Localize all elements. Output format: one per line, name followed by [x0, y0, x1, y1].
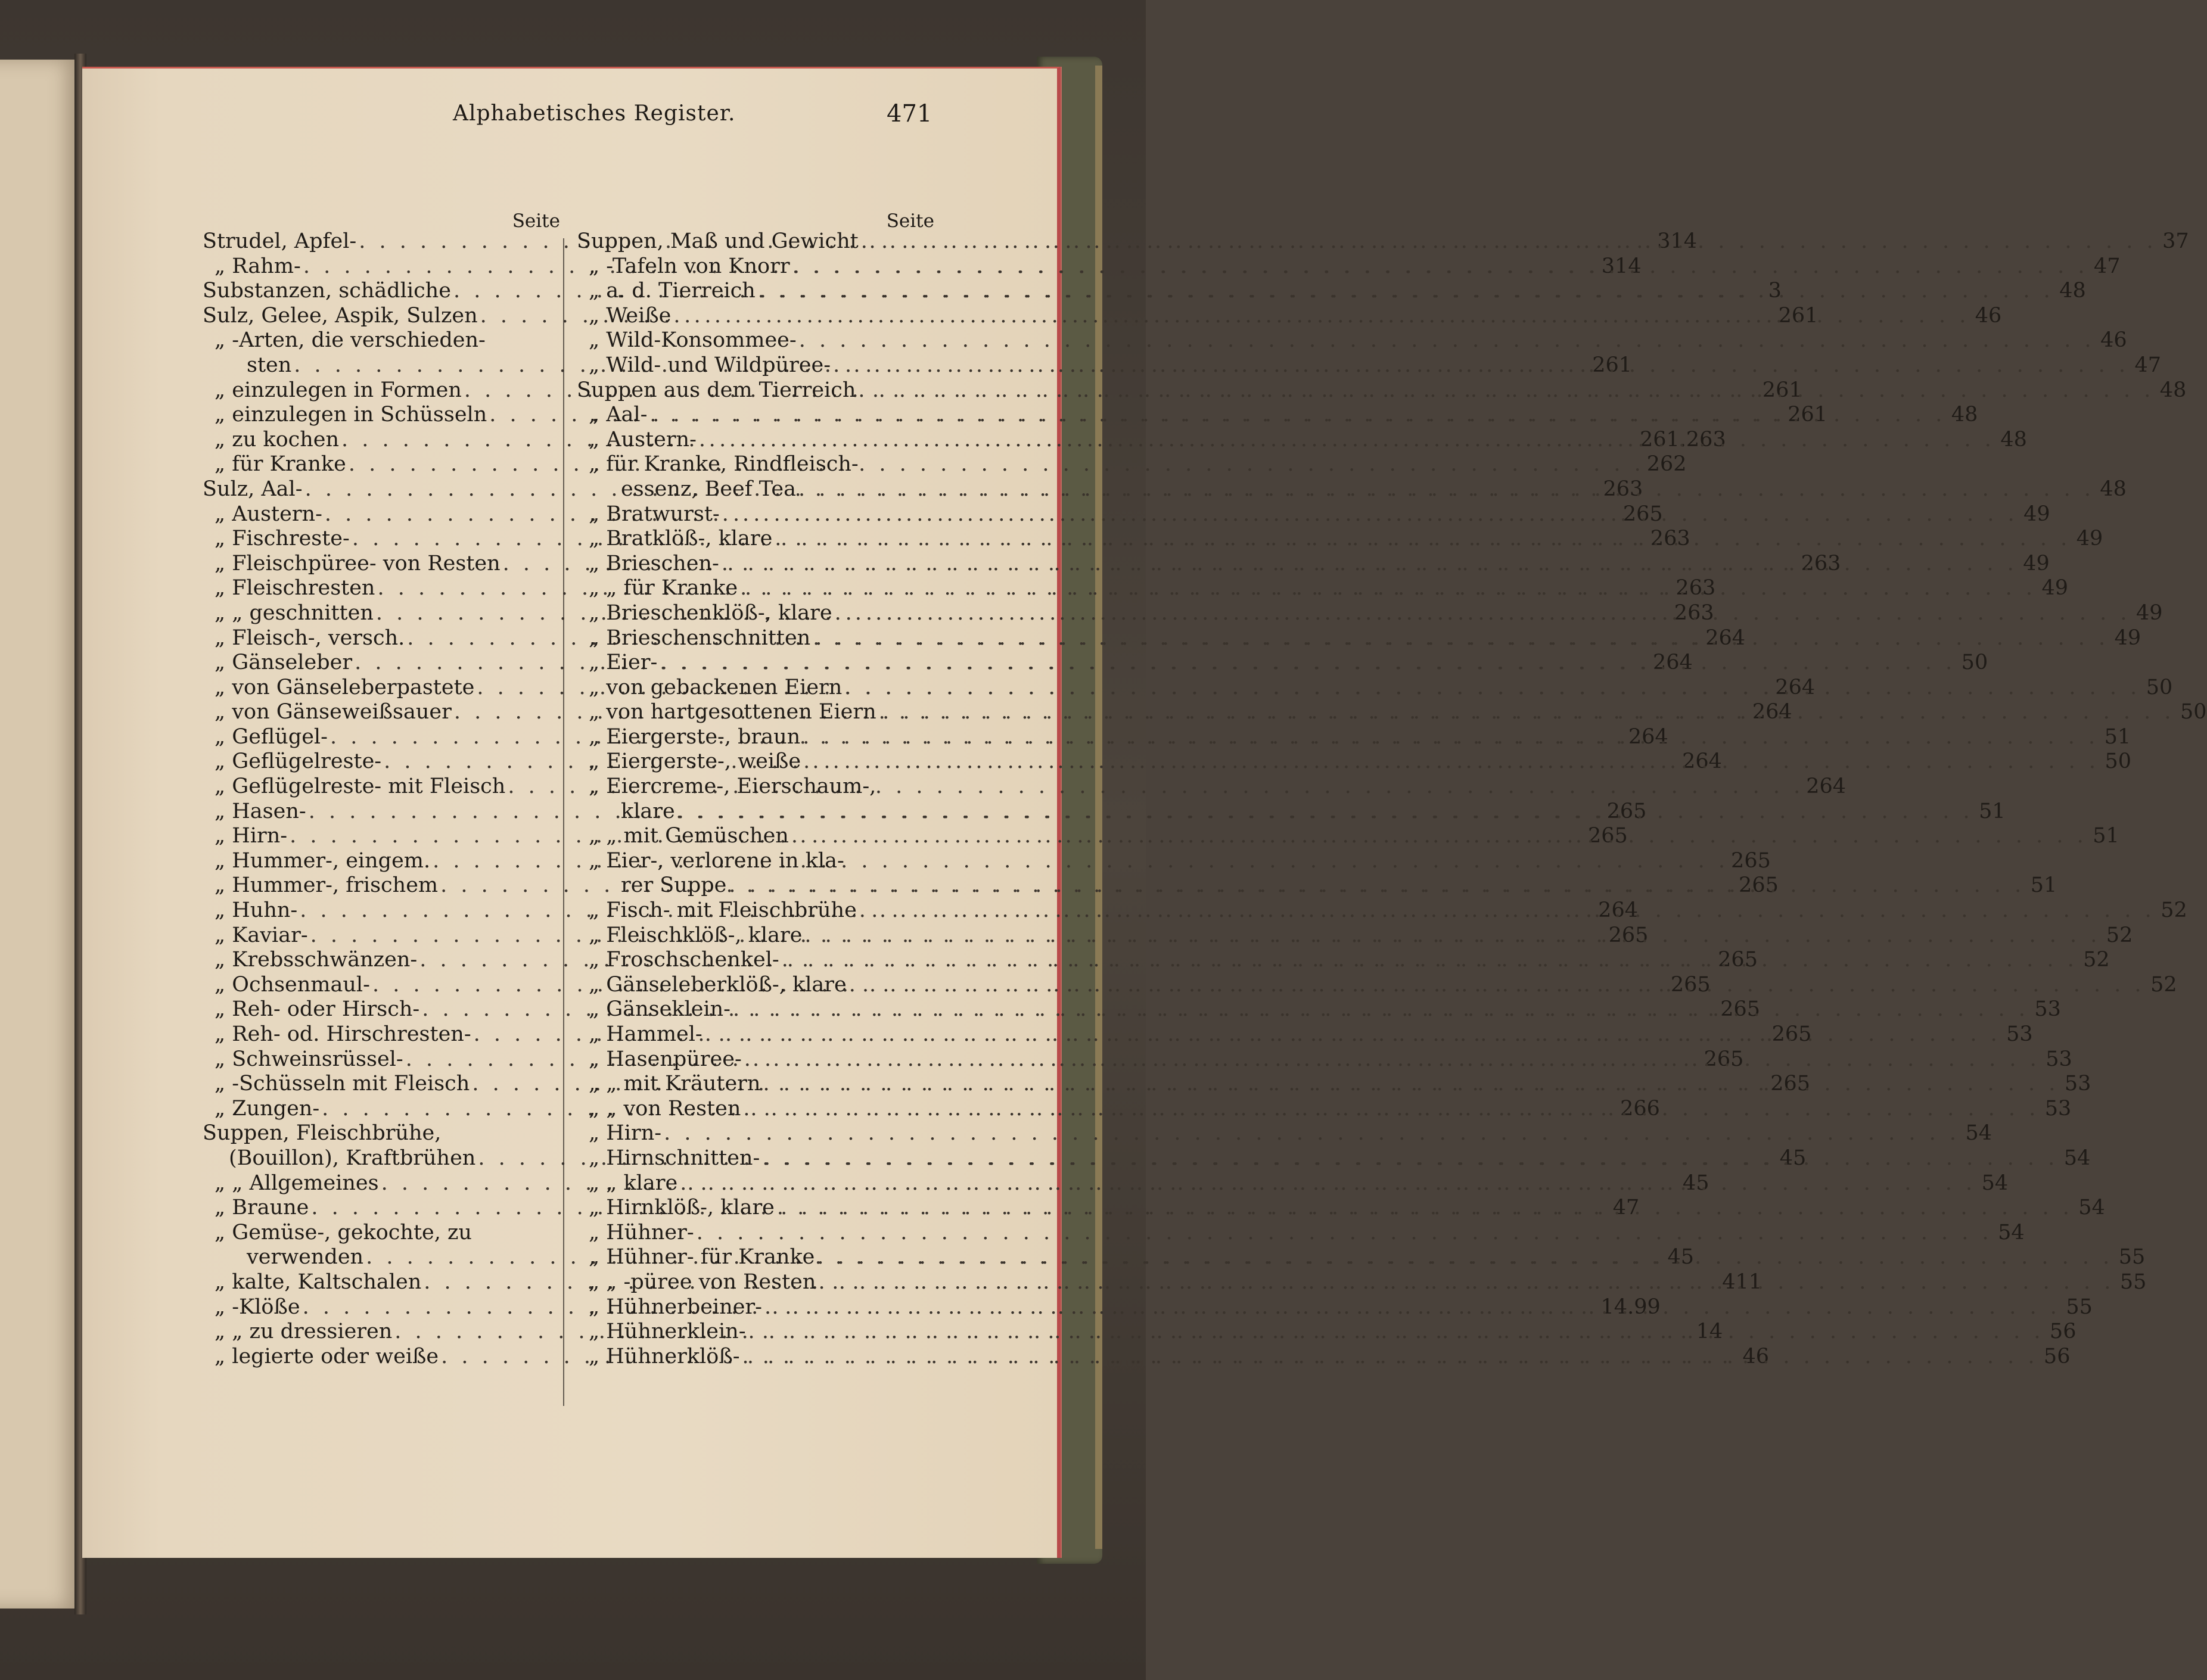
index-entry-page: 264	[1628, 724, 1668, 749]
index-entry-text: „ a. d. Tierreich	[589, 279, 756, 303]
index-entry-page: 264	[1705, 626, 1746, 650]
index-entry-page: 265	[1739, 873, 1779, 898]
dot-leader	[798, 477, 2094, 502]
index-entry-text: „ von Gänseleberpastete	[215, 675, 475, 699]
index-entry-text: „ Fleischpüree- von Resten	[215, 551, 501, 575]
dot-leader	[861, 229, 2157, 254]
index-entry-text: rer Suppe	[621, 873, 727, 898]
index-entry-page: 263	[1603, 477, 1643, 501]
index-entry	[577, 452, 934, 477]
index-entry-page: 45	[1667, 1245, 1695, 1270]
index-entry-text: „ Geflügel-	[215, 724, 328, 749]
dot-leader	[858, 378, 2154, 403]
index-entry-page: 46	[1975, 303, 2002, 328]
index-entry-text: „ Fleischklöß-, klare	[589, 923, 803, 947]
dot-leader	[804, 923, 2100, 948]
dot-leader	[791, 824, 2087, 849]
dot-leader	[740, 576, 2036, 601]
index-entry-text: „ Hammel-	[589, 1022, 702, 1046]
index-entry-page: 261	[1592, 353, 1633, 377]
index-entry-text: klare	[621, 799, 675, 823]
index-entry-page: 51	[2030, 873, 2057, 898]
dot-leader	[764, 1295, 2060, 1320]
index-entry	[577, 279, 2086, 304]
dot-leader	[803, 725, 2099, 750]
dot-leader	[722, 502, 2018, 527]
dot-leader	[743, 1097, 2039, 1122]
index-entry-text: „ zu kochen	[215, 427, 340, 452]
index-entry-page: 55	[2118, 1245, 2146, 1270]
index-entry-text: „ Austern-	[215, 502, 322, 526]
index-entry-text: „ „ Allgemeines	[215, 1171, 379, 1195]
index-entry-text: „ Gänseleber	[215, 651, 353, 675]
index-entry-text: „ Brieschen-	[589, 551, 719, 575]
dot-leader	[792, 254, 2088, 279]
index-entry-text: „ Fisch- mit Fleischbrühe	[589, 898, 857, 923]
index-entry-page: 264	[1598, 898, 1638, 923]
index-entry-page: 52	[2083, 948, 2110, 972]
index-entry-page: 265	[1770, 1072, 1811, 1096]
dot-leader	[349, 452, 1645, 477]
index-entry-text: „ Weiße	[589, 303, 672, 328]
index-entry-page: 53	[2006, 1022, 2033, 1046]
index-entry-text: „ „ zu dressieren	[215, 1320, 393, 1344]
index-entry	[203, 1221, 560, 1246]
index-entry-text: „ für Kranke	[215, 452, 346, 477]
index-entry-page: 50	[2146, 675, 2173, 699]
index-entry-text: „ Gänseleberklöß-, klare	[589, 972, 847, 997]
index-entry-page: 48	[2100, 477, 2127, 501]
dot-leader	[762, 1146, 2058, 1171]
index-entry-text: „ Brieschenschnitten	[589, 626, 811, 650]
index-entry-text: „ Zungen-	[215, 1096, 320, 1121]
index-entry-page: 54	[2078, 1196, 2105, 1220]
index-entry-page: 56	[2043, 1344, 2071, 1368]
index-entry-text: „ Wild-Konsommee-	[589, 328, 797, 353]
index-entry-page: 264	[1653, 651, 1693, 675]
index-entry-text: „ Hirnschnitten-	[589, 1146, 760, 1170]
index-entry	[577, 328, 2127, 353]
index-entry-page: 54	[1981, 1171, 2009, 1195]
dot-leader	[813, 626, 2109, 651]
index-entry-text: „ „ mit Gemüschen	[589, 824, 789, 848]
index-entry-page: 48	[2000, 427, 2027, 452]
index-entry-text: „ Eiercreme-, Eierschaum-,	[589, 774, 876, 799]
index-entry-text: Suppen aus dem Tierreich	[577, 378, 856, 402]
index-entry-page: 53	[2044, 1096, 2072, 1121]
index-entry-text: „ Fleisch-, versch.	[215, 626, 405, 650]
dot-leader	[844, 676, 2140, 701]
index-entry-page: 261	[1788, 403, 1828, 427]
dot-leader	[722, 552, 2018, 577]
index-entry-text: „ Eiergerste-, braun	[589, 724, 801, 749]
left-page-edge	[0, 60, 77, 1609]
index-entry-text: „ Braune	[215, 1196, 309, 1220]
index-entry-page: 265	[1588, 824, 1628, 848]
dot-leader	[705, 1022, 2001, 1047]
index-entry-page: 54	[1965, 1121, 1992, 1146]
dot-leader	[733, 997, 2029, 1022]
index-entry-page: 55	[2066, 1295, 2093, 1319]
index-entry-page: 265	[1704, 1047, 1744, 1071]
index-entry-page: 314	[1657, 229, 1697, 253]
index-entry	[203, 1121, 560, 1146]
index-entry-page: 50	[2180, 700, 2207, 724]
index-entry-page: 265	[1608, 923, 1649, 947]
index-entry-text: „ Hasen-	[215, 799, 306, 823]
index-entry-page: 262	[1646, 452, 1687, 477]
index-entry-page: 263	[1674, 601, 1714, 625]
index-entry-text: „ „ geschnitten	[215, 601, 374, 625]
index-entry-page: 45	[1683, 1171, 1709, 1195]
index-entry-text: „ Eier-	[589, 651, 658, 675]
index-entry-page: 47	[2134, 353, 2161, 377]
index-entry-page: 265	[1720, 997, 1760, 1022]
index-entry-page: 411	[1722, 1270, 1762, 1294]
index-entry-page: 265	[1771, 1022, 1812, 1046]
index-entry-text: Sulz, Aal-	[203, 477, 303, 501]
page-header-title: Alphabetisches Register.	[453, 101, 736, 126]
dot-leader	[748, 1320, 2044, 1345]
index-entry-page: 46	[2100, 328, 2127, 353]
dot-leader	[660, 651, 1956, 676]
index-entry-text: „ für Kranke, Rindfleisch-	[589, 452, 859, 477]
index-entry-text: „ Rahm-	[215, 254, 301, 278]
dot-leader	[849, 973, 2145, 998]
index-entry-page: 49	[2023, 502, 2050, 526]
dot-leader	[697, 1221, 1992, 1246]
index-entry-page: 263	[1650, 527, 1690, 551]
index-entry-text: Strudel, Apfel-	[203, 229, 357, 253]
index-entry-text: „ Huhn-	[215, 898, 298, 923]
dot-leader	[818, 1270, 2114, 1295]
index-entry-text: „ „ -püree von Resten	[589, 1270, 816, 1294]
index-entry-text: sten	[247, 353, 292, 377]
index-entry-text: „ Wild- und Wildpüree-	[589, 353, 831, 377]
index-entry-page: 265	[1606, 799, 1647, 823]
dot-leader	[664, 1121, 1960, 1146]
index-entry-page: 49	[2076, 527, 2103, 551]
page-number: 471	[887, 100, 932, 127]
index-entry-page: 53	[2046, 1047, 2072, 1071]
index-entry-text: „ Hühnerklöß-	[589, 1344, 740, 1368]
index-entry-page: 264	[1682, 749, 1722, 774]
index-entry-page: 261	[1778, 303, 1819, 328]
index-entry-page: 52	[2106, 923, 2133, 947]
index-entry-text: „ Hühner-	[589, 1220, 694, 1245]
dot-leader	[833, 353, 2129, 378]
dot-leader	[775, 527, 2071, 552]
index-entry-page: 51	[2093, 824, 2119, 848]
dot-leader	[729, 873, 2025, 898]
dot-leader	[742, 1345, 2038, 1370]
index-entry-page: 45	[1779, 1146, 1807, 1170]
index-entry-page: 14.99	[1600, 1295, 1661, 1319]
index-entry-page: 3	[1768, 279, 1782, 303]
index-entry-text: „ „ von Resten	[589, 1096, 741, 1121]
index-entry-page: 53	[2064, 1072, 2091, 1096]
index-entry-text: „ Hummer-, eingem.	[215, 848, 431, 873]
index-entry	[577, 1121, 1992, 1146]
index-entry-text: „ Hasenpüree-	[589, 1047, 742, 1071]
index-entry-text: „ Brieschenklöß-, klare	[589, 601, 832, 625]
index-entry-page: 50	[1961, 651, 1988, 675]
dot-leader	[744, 1047, 2040, 1072]
index-entry-page: 55	[2119, 1270, 2147, 1294]
index-entry-page: 314	[1601, 254, 1642, 278]
index-entry-page: 263	[1676, 576, 1716, 601]
index-entry-text: „ von gebackenen Eiern	[589, 675, 843, 699]
index-entry-page: 49	[2114, 626, 2141, 650]
index-entry-text: „ „ mit Kräutern	[589, 1072, 761, 1096]
index-entry-page: 48	[2159, 378, 2187, 402]
index-entry-text: „ -Tafeln von Knorr	[589, 254, 790, 278]
index-entry-text: „ Gänseklein-	[589, 997, 731, 1022]
index-entry-text: „ „ klare	[589, 1171, 678, 1195]
index-entry-page: 261	[1762, 378, 1802, 402]
dot-leader	[817, 1245, 2113, 1270]
index-entry-text: „ Hühner- für Kranke	[589, 1245, 815, 1270]
index-entry-text: „ Hirn-	[215, 824, 288, 848]
index-entry-page: 50	[2105, 749, 2132, 774]
index-entry-text: verwenden	[247, 1245, 364, 1270]
dot-leader	[699, 428, 1995, 453]
index-entry-text: „ -Klöße	[215, 1295, 300, 1319]
index-entry-text: „ -Schüsseln mit Fleisch	[215, 1072, 470, 1096]
index-entry-page: 37	[2162, 229, 2189, 253]
dot-leader	[782, 948, 2078, 973]
index-entry-page: 46	[1742, 1344, 1770, 1368]
index-entry-text: „ Reh- od. Hirschresten-	[215, 1022, 471, 1046]
index-entry-text: „ Geflügelreste- mit Fleisch	[215, 774, 506, 799]
index-entry-page: 261.263	[1639, 427, 1726, 452]
dot-leader	[763, 1072, 2059, 1097]
index-entry-text: essenz, Beef Tea	[621, 477, 797, 501]
index-entry-page: 265	[1718, 948, 1758, 972]
index-entry-text: „ -Arten, die verschieden-	[215, 328, 486, 353]
index-entry-text: „ Reh- oder Hirsch-	[215, 997, 420, 1022]
index-entry-page: 53	[2034, 997, 2061, 1022]
index-entry-text: Substanzen, schädliche	[203, 279, 451, 303]
index-entry-page: 264	[1806, 774, 1847, 799]
index-entry-text: „ legierte oder weiße	[215, 1344, 439, 1368]
dot-leader	[879, 700, 2175, 725]
dot-leader	[859, 898, 2155, 923]
index-entry-text: „ Hühnerklein-	[589, 1320, 746, 1344]
dot-leader	[777, 1196, 2073, 1221]
dot-leader	[673, 304, 1969, 329]
column-heading-seite: Seite	[512, 210, 560, 232]
index-entry-text: „ Froschschenkel-	[589, 948, 779, 972]
dot-leader	[799, 328, 2095, 353]
index-entry-text: Suppen, Maß und Gewicht	[577, 229, 859, 253]
index-entry-page: 47	[2093, 254, 2121, 278]
index-entry-page: 56	[2049, 1320, 2077, 1344]
index-entry-text: „ Hirnklöß-, klare	[589, 1196, 775, 1220]
index-entry-page: 264	[1775, 675, 1816, 699]
index-entry-text: „ Krebsschwänzen-	[215, 948, 418, 972]
dot-leader	[835, 601, 2131, 626]
index-entry-text: „ einzulegen in Schüsseln	[215, 403, 487, 427]
index-entry-page: 52	[2150, 972, 2177, 997]
index-entry	[203, 328, 560, 353]
index-entry-text: (Bouillon), Kraftbrühen	[229, 1146, 476, 1170]
index-entry-page: 49	[2023, 551, 2050, 575]
index-entry-page: 48	[1951, 403, 1978, 427]
index-entry-page: 265	[1670, 972, 1711, 997]
index-entry-page: 47	[1612, 1196, 1640, 1220]
index-entry-text: „ Eier-, verlorene in kla-	[589, 848, 844, 873]
index-entry-page: 51	[2104, 724, 2131, 749]
index-entry-text: „ „ für Kranke	[589, 576, 738, 601]
index-entry-text: „ von Gänseweißsauer	[215, 700, 452, 724]
index-entry-text: „ Austern-	[589, 427, 697, 452]
index-entry	[577, 849, 934, 874]
index-entry-text: „ Fischreste-	[215, 527, 350, 551]
index-entry-text: „ Hummer-, frischem	[215, 873, 439, 898]
index-entry	[577, 1220, 2025, 1246]
index-entry-text: „ Hirn-	[589, 1121, 662, 1146]
index-entry-text: „ von hartgesottenen Eiern	[589, 700, 876, 724]
index-entry-text: „ Aal-	[589, 403, 648, 427]
index-entry-page: 48	[2059, 279, 2086, 303]
index-entry-page: 54	[1998, 1220, 2025, 1245]
index-entry-text: „ Bratwurst-	[589, 502, 720, 526]
index-entry-page: 265	[1731, 848, 1771, 873]
index-entry	[577, 774, 934, 799]
index-entry-page: 263	[1801, 551, 1841, 575]
index-entry-text: „ einzulegen in Formen	[215, 378, 462, 402]
index-entry-text: „ Bratklöß-, klare	[589, 527, 773, 551]
index-entry-text: „ Gemüse-, gekochte, zu	[215, 1220, 472, 1245]
index-entry-text: „ Ochsenmaul-	[215, 972, 370, 997]
dot-leader	[677, 799, 1973, 825]
index-entry-text: „ Eiergerste-, weiße	[589, 749, 801, 774]
index-entry-page: 52	[2161, 898, 2187, 923]
index-entry-page: 51	[1979, 799, 2006, 823]
index-entry-page: 49	[2136, 601, 2163, 625]
index-entry-page: 264	[1752, 700, 1792, 724]
index-entry-text: „ Hühnerbeiner-	[589, 1295, 762, 1319]
dot-leader	[649, 403, 1945, 428]
dot-leader	[680, 1171, 1976, 1196]
index-entry-text: „ kalte, Kaltschalen	[215, 1270, 422, 1294]
index-entry-page: 49	[2041, 576, 2069, 601]
dot-leader	[803, 749, 2099, 774]
index-entry-text: „ Kaviar-	[215, 923, 308, 947]
index-entry-text: „ Fleischresten	[215, 576, 375, 601]
column-heading-seite: Seite	[886, 210, 934, 232]
index-entry-text: „ Schweinsrüssel-	[215, 1047, 403, 1071]
index-entry-page: 54	[2063, 1146, 2091, 1170]
index-entry-page: 266	[1620, 1096, 1660, 1121]
dot-leader	[758, 279, 2054, 304]
index-entry-text: Sulz, Gelee, Aspik, Sulzen	[203, 303, 478, 328]
index-entry-page: 14	[1696, 1320, 1723, 1344]
index-entry-text: Suppen, Fleischbrühe,	[203, 1121, 442, 1146]
index-entry-text: „ Geflügelreste-	[215, 749, 382, 774]
index-entry-page: 265	[1622, 502, 1663, 526]
